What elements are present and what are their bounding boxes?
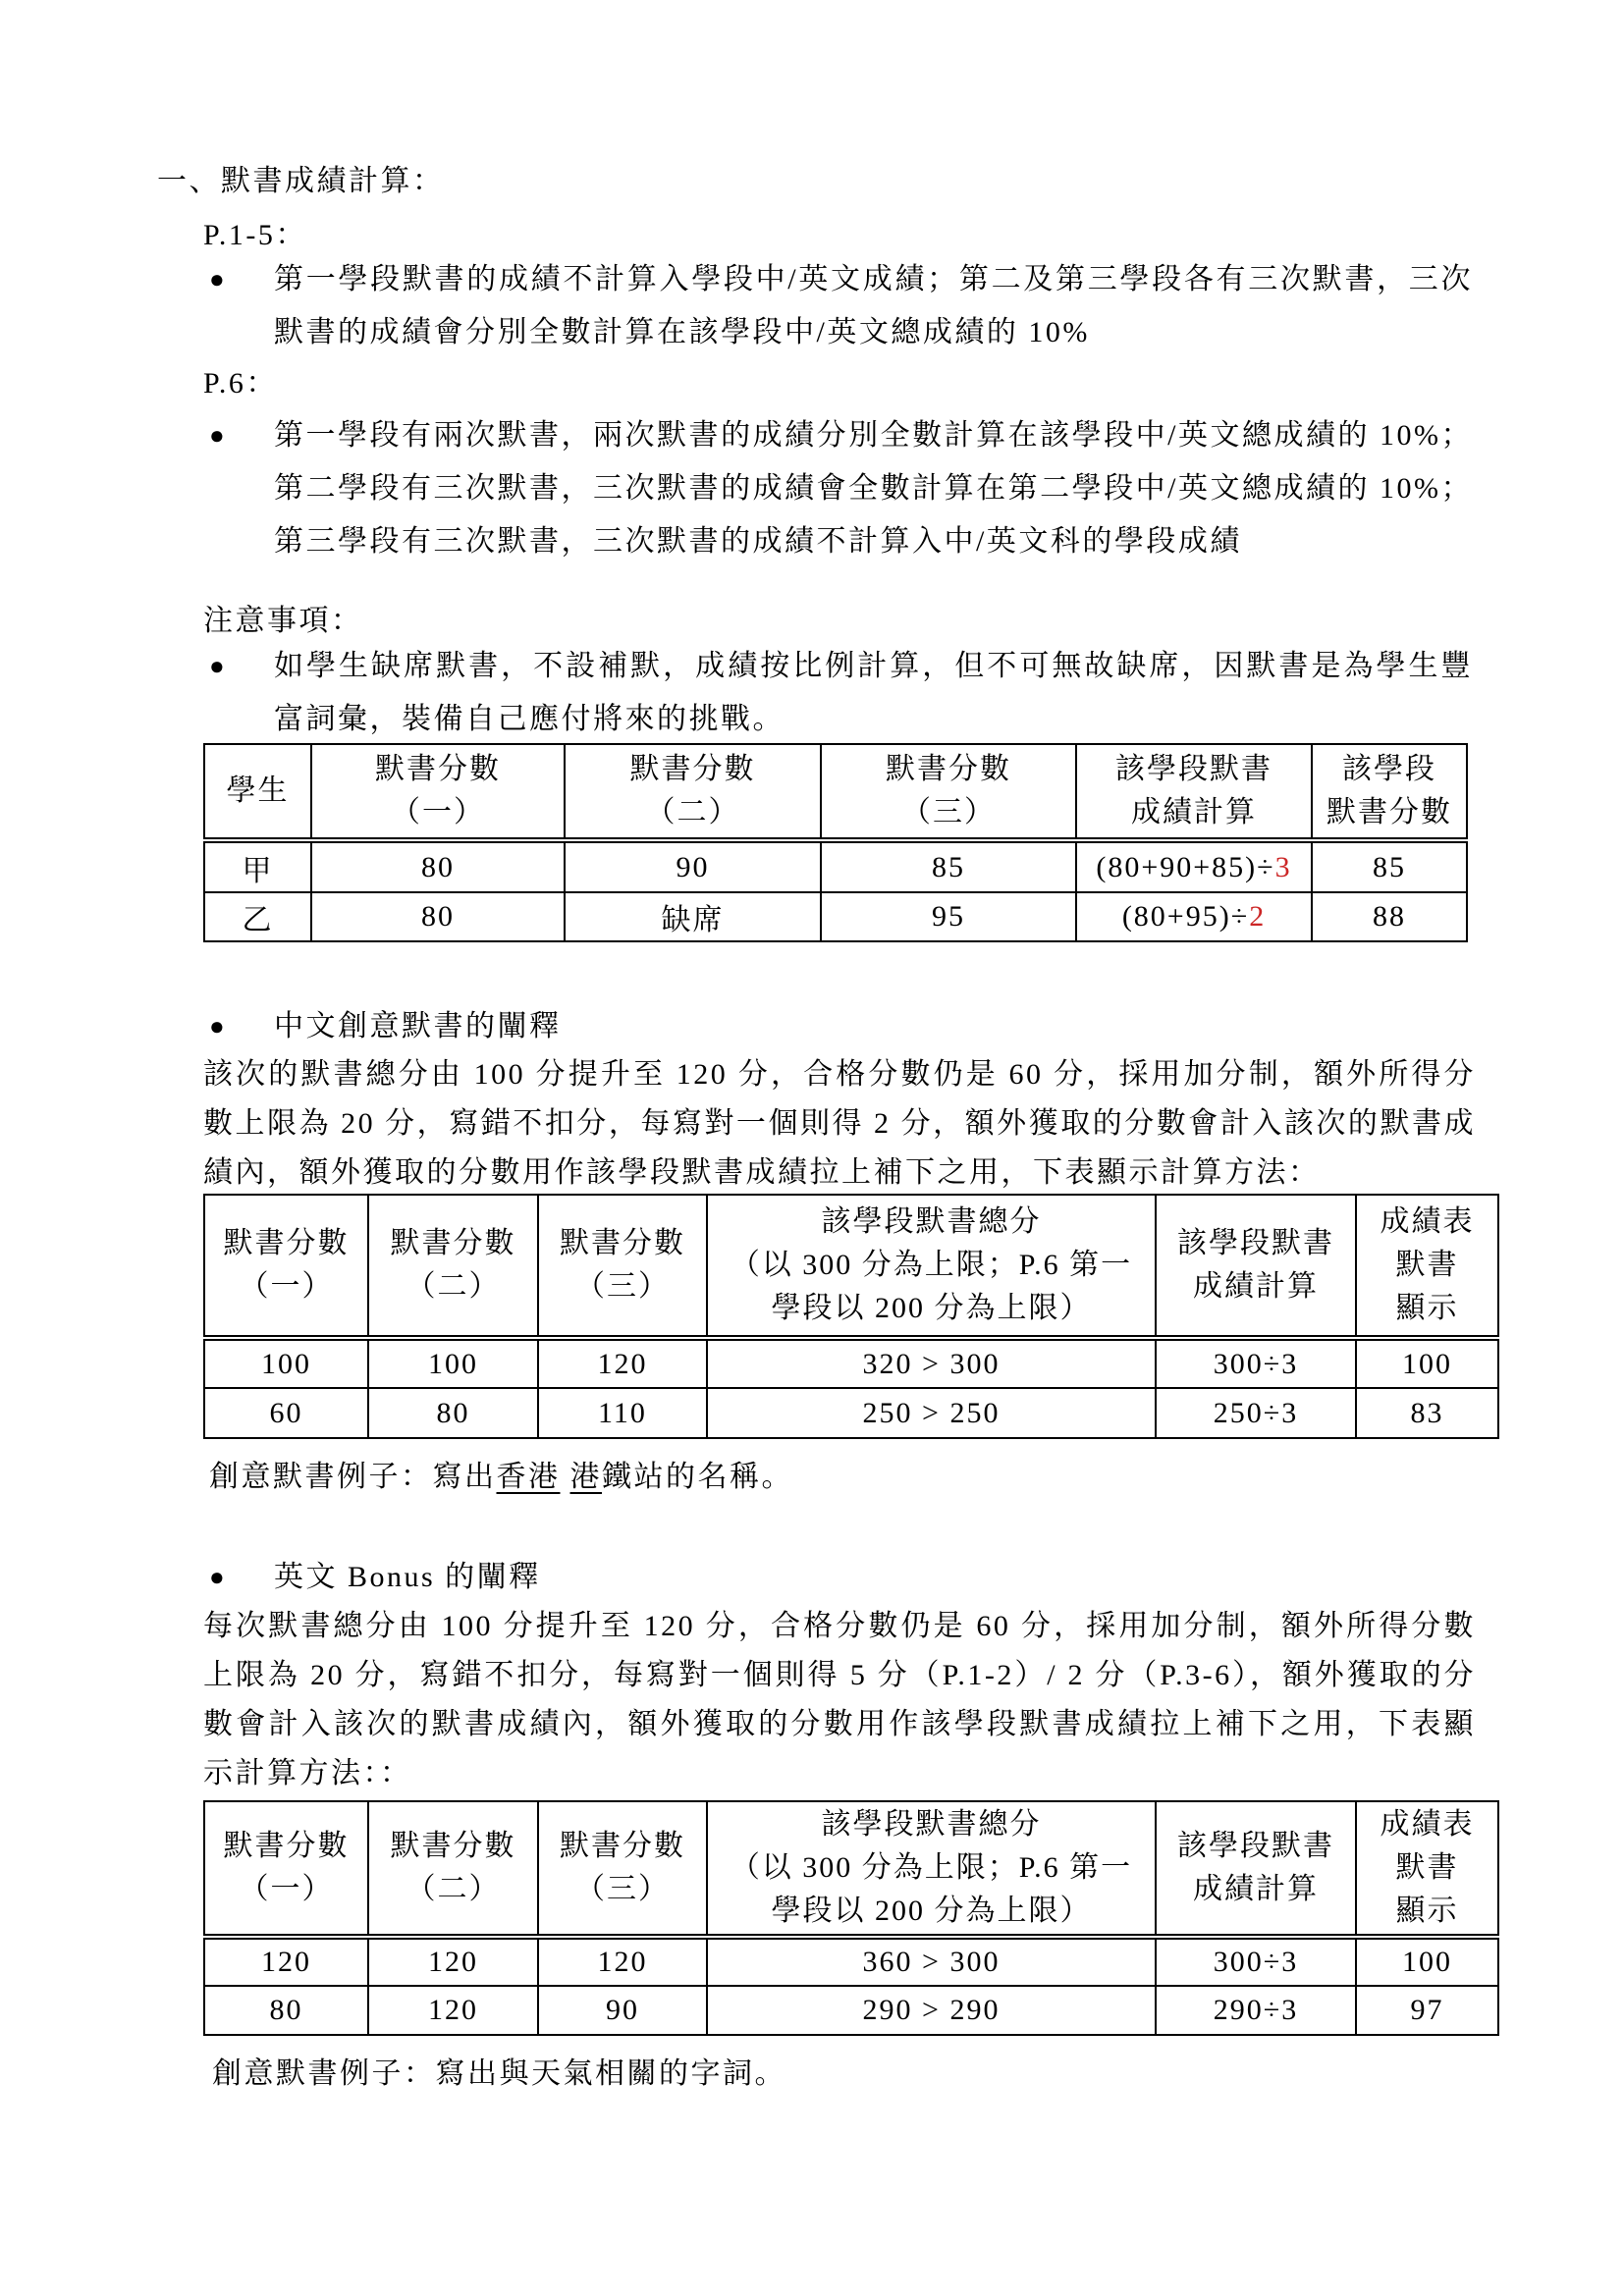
header-text: 顯示	[1395, 1895, 1459, 1927]
p15-bullet-text: 第一學段默書的成績不計算入學段中/英文成績；第二及第三學段各有三次默書，三次默書的成績會分別全數計算在該學段中/英文總成績的 10%	[274, 263, 1473, 348]
header-score3	[538, 1801, 707, 1937]
example-text: 創意默書例子：寫出	[209, 1461, 497, 1493]
cell-score3: 120	[538, 1937, 707, 1986]
header-score1	[204, 1195, 368, 1338]
cell-total: 360 > 300	[707, 1937, 1156, 1986]
attendance-table-wrap	[203, 743, 1468, 942]
table-row	[204, 1937, 1498, 1986]
cell-calc: 300÷3	[1156, 1937, 1356, 1986]
header-text: （二）	[406, 1270, 501, 1303]
header-score2	[368, 1195, 538, 1338]
header-text: 默書分數	[886, 753, 1011, 785]
cell-score3: 85	[821, 840, 1076, 892]
header-text: 成績計算	[1193, 1270, 1319, 1303]
attendance-table-header-row	[204, 744, 1467, 840]
english-table-header-row	[204, 1801, 1498, 1937]
attendance-table	[203, 743, 1468, 942]
cell-display: 83	[1356, 1388, 1498, 1438]
chinese-bonus-table	[203, 1194, 1499, 1439]
header-text: 默書	[1395, 1249, 1459, 1281]
cell-score1: 60	[204, 1388, 368, 1438]
bullet-icon: ●	[209, 421, 225, 450]
chinese-section-heading: 中文創意默書的闡釋	[274, 1010, 562, 1042]
header-text: 該學段默書	[1115, 753, 1272, 785]
cell-score2: 缺席	[565, 892, 821, 941]
example-text	[561, 1461, 570, 1493]
cell-calc	[1076, 892, 1312, 941]
header-text: （三）	[901, 796, 996, 828]
header-text: 該學段默書	[1177, 1830, 1334, 1862]
bullet-icon: ●	[209, 1012, 225, 1041]
example-underlined-text: 香港	[496, 1461, 561, 1493]
cell-score3: 90	[538, 1986, 707, 2035]
header-score2	[565, 744, 821, 840]
calc-divisor-red: 3	[1274, 850, 1292, 883]
header-text: 學段以 200 分為上限）	[771, 1292, 1092, 1324]
header-display	[1356, 1801, 1498, 1937]
cell-calc	[1076, 840, 1312, 892]
header-text: 成績表	[1380, 1205, 1475, 1238]
header-calc	[1156, 1801, 1356, 1937]
header-student	[204, 744, 311, 840]
header-text: 該學段默書總分	[821, 1808, 1042, 1841]
header-calc	[1076, 744, 1312, 840]
header-total	[707, 1195, 1156, 1338]
example-underlined-text: 港	[569, 1461, 602, 1493]
example-text: 鐵站的名稱。	[602, 1461, 793, 1493]
cell-score3: 95	[821, 892, 1076, 941]
header-text: （二）	[645, 796, 740, 828]
header-text: 成績計算	[1193, 1873, 1319, 1905]
header-text: 默書	[1395, 1851, 1459, 1884]
table-row	[204, 1388, 1498, 1438]
cell-total: 250 > 250	[707, 1388, 1156, 1438]
bullet-icon: ●	[209, 1563, 225, 1591]
header-score3	[538, 1195, 707, 1338]
table-row	[204, 1338, 1498, 1388]
header-text: （一）	[391, 796, 485, 828]
cell-score3: 110	[538, 1388, 707, 1438]
chinese-section-paragraph: 該次的默書總分由 100 分提升至 120 分，合格分數仍是 60 分，採用加分制，額外所得分數上限為 20 分，寫錯不扣分，每寫對一個則得 2 分，額外獲取的分數會計入該次的默書成績內，額外獲取的分數用作該學段默書成績拉上補下之用，下表顯示計算方法：	[203, 1058, 1476, 1189]
header-text: （一）	[239, 1270, 334, 1303]
english-section-paragraph: 每次默書總分由 100 分提升至 120 分，合格分數仍是 60 分，採用加分制，額外所得分數上限為 20 分，寫錯不扣分，每寫對一個則得 5 分（P.1-2）/ 2 分（P.3-6），額外獲取的分數會計入該次的默書成績內，額外獲取的分數用作該學段默書成績拉上補下之用，下表顯示計算方法：：	[203, 1610, 1476, 1789]
header-text: （三）	[575, 1873, 670, 1905]
page-title: 一、默書成績計算：	[157, 165, 445, 197]
header-text: （一）	[239, 1873, 334, 1905]
cell-total: 320 > 300	[707, 1338, 1156, 1388]
table-row	[204, 1986, 1498, 2035]
table-row	[204, 840, 1467, 892]
header-text: 顯示	[1395, 1292, 1459, 1324]
header-final	[1312, 744, 1467, 840]
calc-expression: (80+90+85)÷	[1096, 850, 1275, 883]
cell-score1: 80	[311, 840, 565, 892]
header-text: （以 300 分為上限；P.6 第一	[730, 1249, 1133, 1281]
calc-divisor-red: 2	[1249, 900, 1267, 933]
header-text: 默書分數	[223, 1830, 350, 1862]
cell-score2: 120	[368, 1986, 538, 2035]
header-text: 成績計算	[1131, 796, 1257, 828]
header-text: 成績表	[1380, 1808, 1475, 1841]
notes-heading: 注意事項：	[203, 605, 363, 637]
english-bonus-table	[203, 1800, 1499, 2036]
cell-total: 290 > 290	[707, 1986, 1156, 2035]
header-total	[707, 1801, 1156, 1937]
header-text: 該學段默書總分	[821, 1205, 1042, 1238]
cell-student: 乙	[204, 892, 311, 941]
header-text: 默書分數	[1326, 796, 1452, 828]
bullet-icon: ●	[209, 265, 225, 294]
cell-score2: 120	[368, 1937, 538, 1986]
notes-bullet-text: 如學生缺席默書，不設補默，成績按比例計算，但不可無故缺席，因默書是為學生豐富詞彙，裝備自己應付將來的挑戰。	[274, 650, 1473, 735]
cell-calc: 290÷3	[1156, 1986, 1356, 2035]
header-text: 默書分數	[390, 1830, 516, 1862]
header-score3	[821, 744, 1076, 840]
calc-expression: (80+95)÷	[1121, 900, 1250, 933]
cell-student: 甲	[204, 840, 311, 892]
header-score1	[204, 1801, 368, 1937]
p15-label: P.1-5：	[203, 219, 307, 251]
header-text: 學生	[226, 774, 290, 807]
header-text: 默書分數	[223, 1227, 350, 1259]
header-text: （以 300 分為上限；P.6 第一	[730, 1851, 1133, 1884]
header-calc	[1156, 1195, 1356, 1338]
header-text: 默書分數	[390, 1227, 516, 1259]
header-text: 學段以 200 分為上限）	[771, 1895, 1092, 1927]
english-table-wrap	[203, 1800, 1499, 2036]
header-text: 該學段	[1342, 753, 1436, 785]
cell-score2: 100	[368, 1338, 538, 1388]
chinese-table-wrap	[203, 1194, 1499, 1439]
cell-score1: 120	[204, 1937, 368, 1986]
cell-calc: 300÷3	[1156, 1338, 1356, 1388]
cell-score3: 120	[538, 1338, 707, 1388]
cell-display: 100	[1356, 1937, 1498, 1986]
chinese-example-line	[209, 1451, 793, 1504]
cell-final: 88	[1312, 892, 1467, 941]
header-score1	[311, 744, 565, 840]
header-text: 該學段默書	[1177, 1227, 1334, 1259]
p6-bullet-text: 第一學段有兩次默書，兩次默書的成績分別全數計算在該學段中/英文總成績的 10%；第二學段有三次默書，三次默書的成績會全數計算在第二學段中/英文總成績的 10%；第三學段有三次默書，三次默書的成績不計算入中/英文科的學段成績	[274, 419, 1473, 558]
chinese-table-header-row	[204, 1195, 1498, 1338]
bullet-icon: ●	[209, 652, 225, 680]
p6-label: P.6：	[203, 367, 278, 400]
english-example-line: 創意默書例子：寫出與天氣相關的字詞。	[212, 2057, 786, 2090]
cell-score2: 90	[565, 840, 821, 892]
table-row	[204, 892, 1467, 941]
header-text: 默書分數	[375, 753, 501, 785]
header-display	[1356, 1195, 1498, 1338]
header-text: （三）	[575, 1270, 670, 1303]
header-text: 默書分數	[560, 1227, 685, 1259]
cell-score1: 80	[204, 1986, 368, 2035]
header-text: 默書分數	[560, 1830, 685, 1862]
english-section-heading: 英文 Bonus 的闡釋	[274, 1561, 541, 1593]
header-text: 默書分數	[629, 753, 756, 785]
cell-score1: 80	[311, 892, 565, 941]
cell-display: 100	[1356, 1338, 1498, 1388]
cell-final: 85	[1312, 840, 1467, 892]
cell-display: 97	[1356, 1986, 1498, 2035]
cell-score1: 100	[204, 1338, 368, 1388]
cell-score2: 80	[368, 1388, 538, 1438]
header-score2	[368, 1801, 538, 1937]
cell-calc: 250÷3	[1156, 1388, 1356, 1438]
header-text: （二）	[406, 1873, 501, 1905]
